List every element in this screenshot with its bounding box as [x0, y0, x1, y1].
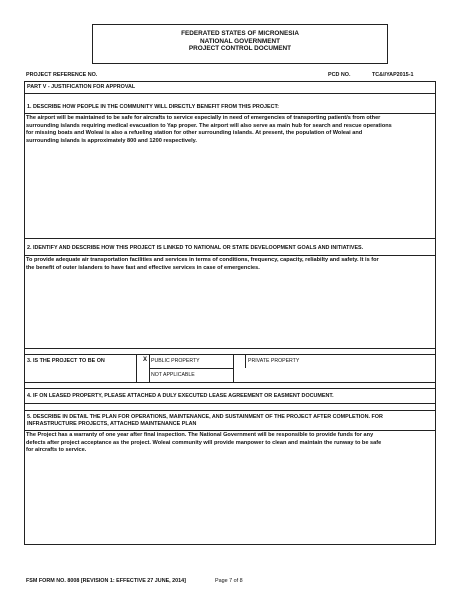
header-document-title: PROJECT CONTROL DOCUMENT	[188, 45, 292, 53]
question-5	[27, 414, 383, 428]
public-property-option[interactable]: PUBLIC PROPERTY	[151, 358, 200, 364]
divider	[136, 354, 137, 382]
divider	[24, 238, 436, 239]
answer-line: for missing boats and Woleai is also a refueling station for other surrounding islands. At present, the population of Woleai and	[26, 130, 363, 137]
form-number: FSM FORM NO. 8008 [REVISION 1: EFFECTIVE 27 JUNE, 2014]	[26, 578, 186, 584]
page-number: Page 7 of 8	[215, 578, 243, 584]
divider	[233, 354, 234, 382]
question-1: 1. DESCRIBE HOW PEOPLE IN THE COMMUNITY WILL DIRECTLY BENEFIT FROM THIS PROJECT:	[27, 104, 279, 110]
question-5-line: 5. DESCRIBE IN DETAIL THE PLAN FOR OPERATIONS, MAINTENANCE, AND SUSTAINMENT OF THE PROJECT AFTER COMPLETION. FOR	[27, 414, 383, 420]
answer-line: The Project has a warranty of one year after final inspection. The National Government will be responsible to provide funds for any	[26, 432, 374, 438]
divider	[24, 348, 436, 349]
divider	[24, 410, 436, 411]
question-2: 2. IDENTIFY AND DESCRIBE HOW THIS PROJECT IS LINKED TO NATIONAL OR STATE DEVELOOPMENT GOALS AND INITIATIVES.	[27, 245, 364, 251]
divider	[245, 354, 246, 368]
divider	[24, 403, 436, 404]
question-4: 4. IF ON LEASED PROPERTY, PLEASE ATTACHED A DULY EXECUTED LEASE AGREEMENT OR EASMENT DOCUMENT.	[27, 393, 334, 399]
divider	[24, 354, 436, 355]
answer-line: surrounding islands is approximately 800 and 1200 respectively.	[26, 137, 197, 144]
answer-line: The airport will be maintained to be safe for aircrafts to service especially in need of emergencies of transporting patient/s from other	[26, 115, 381, 121]
answer-line: surrounding islands requiring medical evacuation to Yap proper. The airport will also serve as main hub for search and rescue operations	[26, 122, 392, 129]
answer-5[interactable]	[26, 432, 436, 455]
divider	[24, 255, 436, 256]
project-reference-label: PROJECT REFERENCE NO.	[26, 72, 98, 78]
private-property-option[interactable]: PRIVATE PROPERTY	[248, 358, 300, 364]
pcd-value[interactable]: TC&I/YAP2015-1	[372, 72, 414, 78]
header-country: FEDERATED STATES OF MICRONESIA	[181, 30, 299, 37]
pcd-label: PCD NO.	[328, 72, 351, 78]
divider	[24, 382, 436, 383]
question-3: 3. IS THE PROJECT TO BE ON	[27, 358, 105, 364]
header-government: NATIONAL GOVERNMENT	[199, 37, 280, 45]
answer-line: the benefit of outer islanders to have fast and effective services in case of emergencies.	[26, 264, 260, 271]
divider	[24, 430, 436, 431]
form-frame	[24, 81, 436, 545]
divider	[149, 368, 233, 369]
question-5-line: INFRASTRUCTURE PROJECTS, ATTACHED MAINTENANCE PLAN	[27, 421, 197, 427]
not-applicable-option[interactable]: NOT APPLICABLE	[151, 372, 195, 378]
answer-2[interactable]	[26, 257, 436, 272]
answer-line: defects after project acceptance as the project. Woleai community will provide manpower to clean and maintain the runway to be safe	[26, 439, 382, 446]
public-property-checkmark[interactable]: X	[143, 357, 148, 363]
document-header	[92, 24, 388, 64]
divider	[24, 113, 436, 114]
answer-line: for aircrafts to service.	[26, 447, 87, 454]
answer-line: To provide adequate air transportation facilities and services in terms of conditions, frequency, capacity, reliabilty and safety. It is for	[26, 257, 379, 263]
answer-1[interactable]	[26, 115, 436, 145]
divider	[24, 388, 436, 389]
divider	[24, 93, 436, 94]
part-title: PART V - JUSTIFICATION FOR APPROVAL	[27, 84, 136, 90]
